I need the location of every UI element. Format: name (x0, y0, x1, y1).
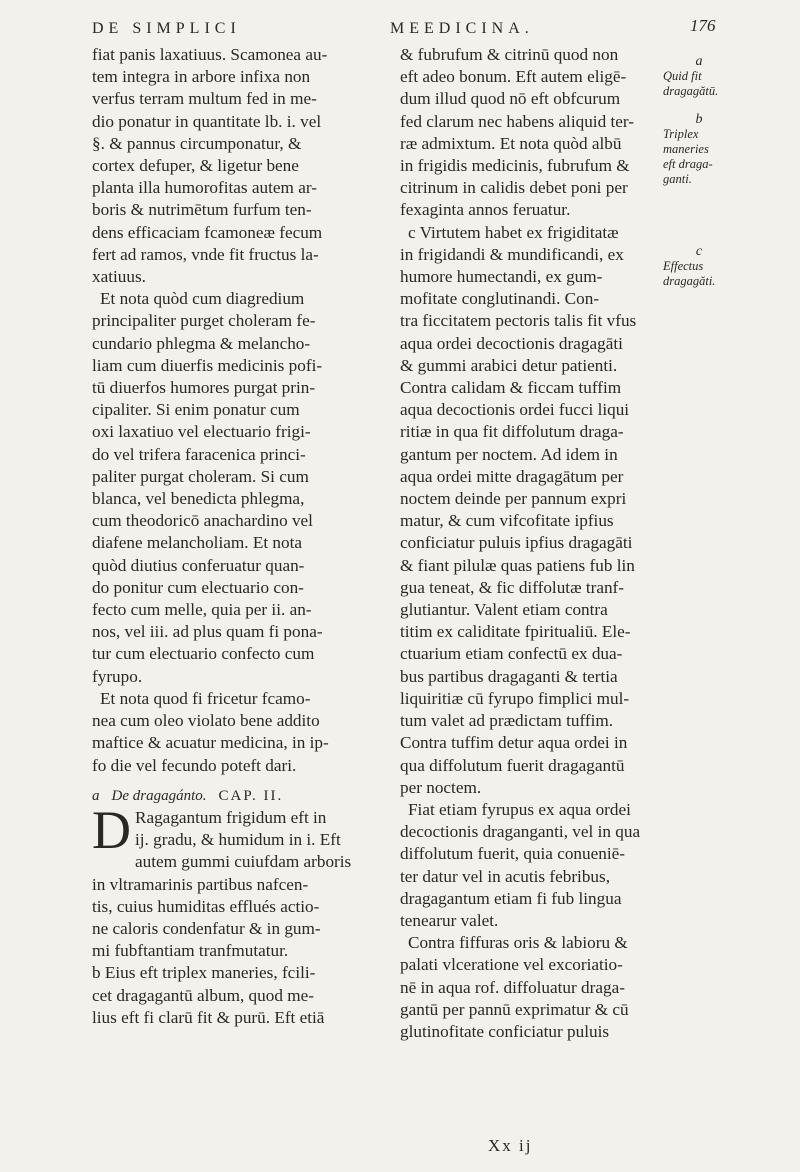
drop-cap: D (92, 799, 131, 860)
paragraph: Contra fiffuras oris & labioru & palati vlceratione vel excoriatio- nē in aqua rof. diffoluatur draga- gantū per pannū exprimatur & cū glutinofitate conficiatur puluis (400, 933, 629, 1041)
right-column (400, 44, 654, 1043)
catchword: Xx ij (488, 1136, 533, 1155)
margin-note-letter: b (695, 112, 703, 127)
paragraph: fiat panis laxatiuus. Scamonea au- tem integra in arbore infixa non verfus terram multum fed in me- dio ponatur in quantitate lb. i. vel §. & pannus circumponatur, & cortex defuper, & ligetur bene planta illa humorofitas autem ar- boris & nutrimētum furfum ten- dens efficaciam fcamoneæ fecum fert ad ramos, vnde fit fructus la- xatiuus. (92, 45, 328, 287)
running-head-right: MEEDICINA. (390, 20, 534, 37)
dropcap-paragraph (92, 799, 392, 962)
margin-note-text: Quid fit dragagătū. (663, 69, 719, 98)
margin-note-letter: c (695, 244, 703, 259)
margin-note (663, 112, 735, 187)
heading-title: De dragagánto. (111, 787, 207, 804)
margin-note (663, 54, 735, 99)
paragraph: Ragagantum frigidum eft in ij. gradu, & humidum in i. Eft autem gummi cuiufdam arboris in vltramarinis partibus nafcen- tis, cuius humiditas efflués actio- ne caloris condenfatur & in gum- mi fubftantiam tranfmutatur. (92, 807, 352, 961)
paragraph: Et nota quod fi fricetur fcamo- nea cum oleo violato bene addito maftice & acuatur medicina, in ip- fo die vel fecundo poteft dari. (92, 688, 329, 775)
margin-note-text: Effectus dragagăti. (663, 259, 716, 288)
paragraph: Et nota quòd cum diagredium principaliter purget choleram fe- cundario phlegma & melancho- liam cum diuerfis medicinis pofi- tū diuerfos humores purgat prin- cipaliter. Si enim ponatur cum oxi laxatiuo vel electuario frigi- do vel trifera faracenica princi- paliter purgat choleram. Si cum blanca, vel benedicta phlegma, cum theodoricō anachardino vel diafene melancholiam. Et nota quòd diutius conferuatur quan- do ponitur cum electuario con- fecto cum melle, quia per ii. an- nos, vel iii. ad plus quam fi pona- tur cum electuario confecto cum fyrupo. (92, 289, 323, 686)
margin-note (663, 244, 735, 289)
chapter-heading (92, 785, 392, 807)
heading-marker: a (92, 787, 100, 804)
left-column (92, 44, 392, 1029)
paragraph: b Eius eft triplex maneries, fcili- cet dragagantū album, quod me- lius eft fi clarū fit & purū. Eft etiā (92, 963, 325, 1027)
chapter-number: CAP. II. (218, 787, 284, 804)
paragraph: & fubrufum & citrinū quod non eft adeo bonum. Eft autem eligē- dum illud quod nō eft obfcurum fed clarum nec habens aliquid ter- ræ admixtum. Et nota quòd albū in frigidis medicinis, fubrufum & citrinum in calidis debet poni per fexaginta annos feruatur. (400, 45, 634, 220)
margin-note-text: Triplex maneries eft draga- ganti. (663, 127, 713, 186)
running-head (92, 16, 722, 42)
paragraph: Fiat etiam fyrupus ex aqua ordei decoctionis draganganti, vel in qua diffolutum fuerit, quia conueniē- ter datur vel in acutis febribus, dragagantum etiam fi fub lingua tenearur valet. (400, 799, 641, 930)
paragraph: c Virtutem habet ex frigiditatæ in frigidandi & mundificandi, ex humore humectandi, ex gum- mofitate conglutinandi. Con- tra ficcitatem pectoris talis fit vfus aqua ordei decoctionis dragagāti & gummi arabici detur patienti. Contra calidam & ficcam tuffim aqua decoctionis ordei fucci liqui ritiæ in qua fit diffolutum draga- gantum per noctem. Ad idem in aqua ordei mitte dragagātum per noctem deinde per pannum expri matur, & cum vifcofitate ipfius conficiatur puluis ipfius dragagāti & fiant pilulæ quas patiens fub lin gua teneat, & fic diffolutæ tranf- glutiantur. Valent etiam contra titim ex caliditate fpiritualiū. Ele- ctuarium etiam confectū ex dua- bus partibus dragaganti & tertia liquiritiæ cū fyrupo fimplici mul- tum valet ad prædictam tuffim. Contra tuffim detur aqua ordei in qua diffolutum fuerit dragagantū per noctem. (400, 222, 637, 797)
page-number: 176 (690, 16, 716, 35)
margin-note-letter: a (695, 54, 703, 69)
running-head-left: DE SIMPLICI (92, 20, 241, 37)
